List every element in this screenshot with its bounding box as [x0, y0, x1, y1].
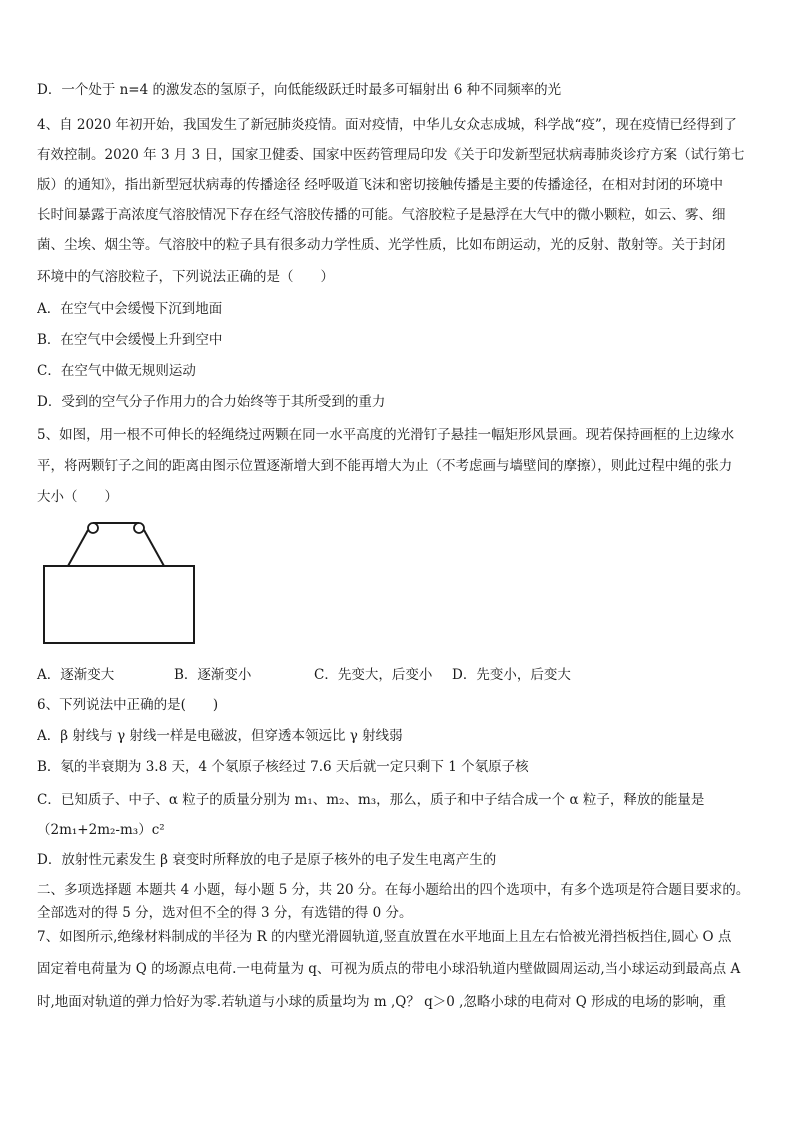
q4-stem-line-6: 环境中的气溶胶粒子，下列说法正确的是（ ） — [37, 269, 334, 285]
section-2-scoring: 全部选对的得 5 分，选对但不全的得 3 分，有选错的得 0 分。 — [37, 905, 413, 921]
q4-option-c: C．在空气中做无规则运动 — [37, 363, 196, 379]
q4-stem-line-1: 4、自 2020 年初开始，我国发生了新冠肺炎疫情。面对疫情，中华儿女众志成城，科学战“疫”，现在疫情已经得到了 — [37, 117, 737, 133]
q6-option-b: B．氡的半衰期为 3.8 天，4 个氡原子核经过 7.6 天后就一定只剩下 1 个氡原子核 — [37, 759, 529, 775]
q7-stem-line-2: 固定着电荷量为 Q 的场源点电荷.一电荷量为 q、可视为质点的带电小球沿轨道内壁做圆周运动,当小球运动到最高点 A — [37, 961, 741, 977]
hanging-picture-figure — [40, 518, 200, 648]
q5-option-c: C．先变大，后变小 — [314, 667, 433, 683]
q5-stem-line-3: 大小（ ） — [37, 489, 118, 505]
rope-right-segment — [144, 530, 164, 566]
q4-option-a: A．在空气中会缓慢下沉到地面 — [37, 301, 223, 317]
q7-stem-line-3: 时,地面对轨道的弹力恰好为零.若轨道与小球的质量均为 m ,Q？ q＞0 ,忽略小球的电荷对 Q 形成的电场的影响，重 — [37, 994, 727, 1010]
q4-option-b: B．在空气中会缓慢上升到空中 — [37, 332, 223, 348]
q4-stem-line-2: 有效控制。2020 年 3 月 3 日，国家卫健委、国家中医药管理局印发《关于印发新型冠状病毒肺炎诊疗方案（试行第七 — [37, 147, 745, 163]
q4-option-d: D．受到的空气分子作用力的合力始终等于其所受到的重力 — [37, 394, 386, 410]
q3-option-d: D．一个处于 n=4 的激发态的氢原子，向低能级跃迁时最多可辐射出 6 种不同频率的光 — [37, 82, 562, 98]
section-2-heading: 二、多项选择题 本题共 4 小题，每小题 5 分，共 20 分。在每小题给出的四个选项中，有多个选项是符合题目要求的。 — [37, 882, 750, 898]
q5-option-d: D．先变小，后变大 — [452, 667, 571, 683]
left-nail — [88, 523, 98, 533]
picture-frame — [44, 566, 194, 643]
q5-stem-line-2: 平，将两颗钉子之间的距离由图示位置逐渐增大到不能再增大为止（不考虑画与墙壁间的摩擦），则此过程中绳的张力 — [37, 458, 733, 474]
q6-option-c-line-1: C．已知质子、中子、α 粒子的质量分别为 m₁、m₂、m₃，那么，质子和中子结合成一个 α 粒子，释放的能量是 — [37, 792, 705, 808]
q6-option-a: A．β 射线与 γ 射线一样是电磁波，但穿透本领远比 γ 射线弱 — [37, 728, 403, 744]
q7-stem-line-1: 7、如图所示,绝缘材料制成的半径为 R 的内壁光滑圆轨道,竖直放置在水平地面上且左右恰被光滑挡板挡住,圆心 O 点 — [37, 929, 732, 945]
q5-stem-line-1: 5、如图，用一根不可伸长的轻绳绕过两颗在同一水平高度的光滑钉子悬挂一幅矩形风景画。现若保持画框的上边缘水 — [37, 427, 735, 443]
q5-option-a: A．逐渐变大 — [37, 667, 115, 683]
q4-stem-line-5: 菌、尘埃、烟尘等。气溶胶中的粒子具有很多动力学性质、光学性质，比如布朗运动，光的反射、散射等。关于封闭 — [37, 237, 726, 253]
right-nail — [134, 523, 144, 533]
rope-left-segment — [68, 530, 88, 566]
q4-stem-line-4: 长时间暴露于高浓度气溶胶情况下存在经气溶胶传播的可能。气溶胶粒子是悬浮在大气中的微小颗粒，如云、雾、细 — [37, 207, 726, 223]
q6-stem: 6、下列说法中正确的是( ) — [37, 697, 219, 713]
q6-option-d: D．放射性元素发生 β 衰变时所释放的电子是原子核外的电子发生电离产生的 — [37, 852, 497, 868]
q4-stem-line-3: 版）的通知》，指出新型冠状病毒的传播途径 经呼吸道飞沫和密切接触传播是主要的传播途径，在相对封闭的环境中 — [37, 177, 724, 193]
q5-option-b: B．逐渐变小 — [174, 667, 252, 683]
q6-option-c-line-2: （2m₁+2m₂-m₃）c² — [37, 822, 165, 838]
